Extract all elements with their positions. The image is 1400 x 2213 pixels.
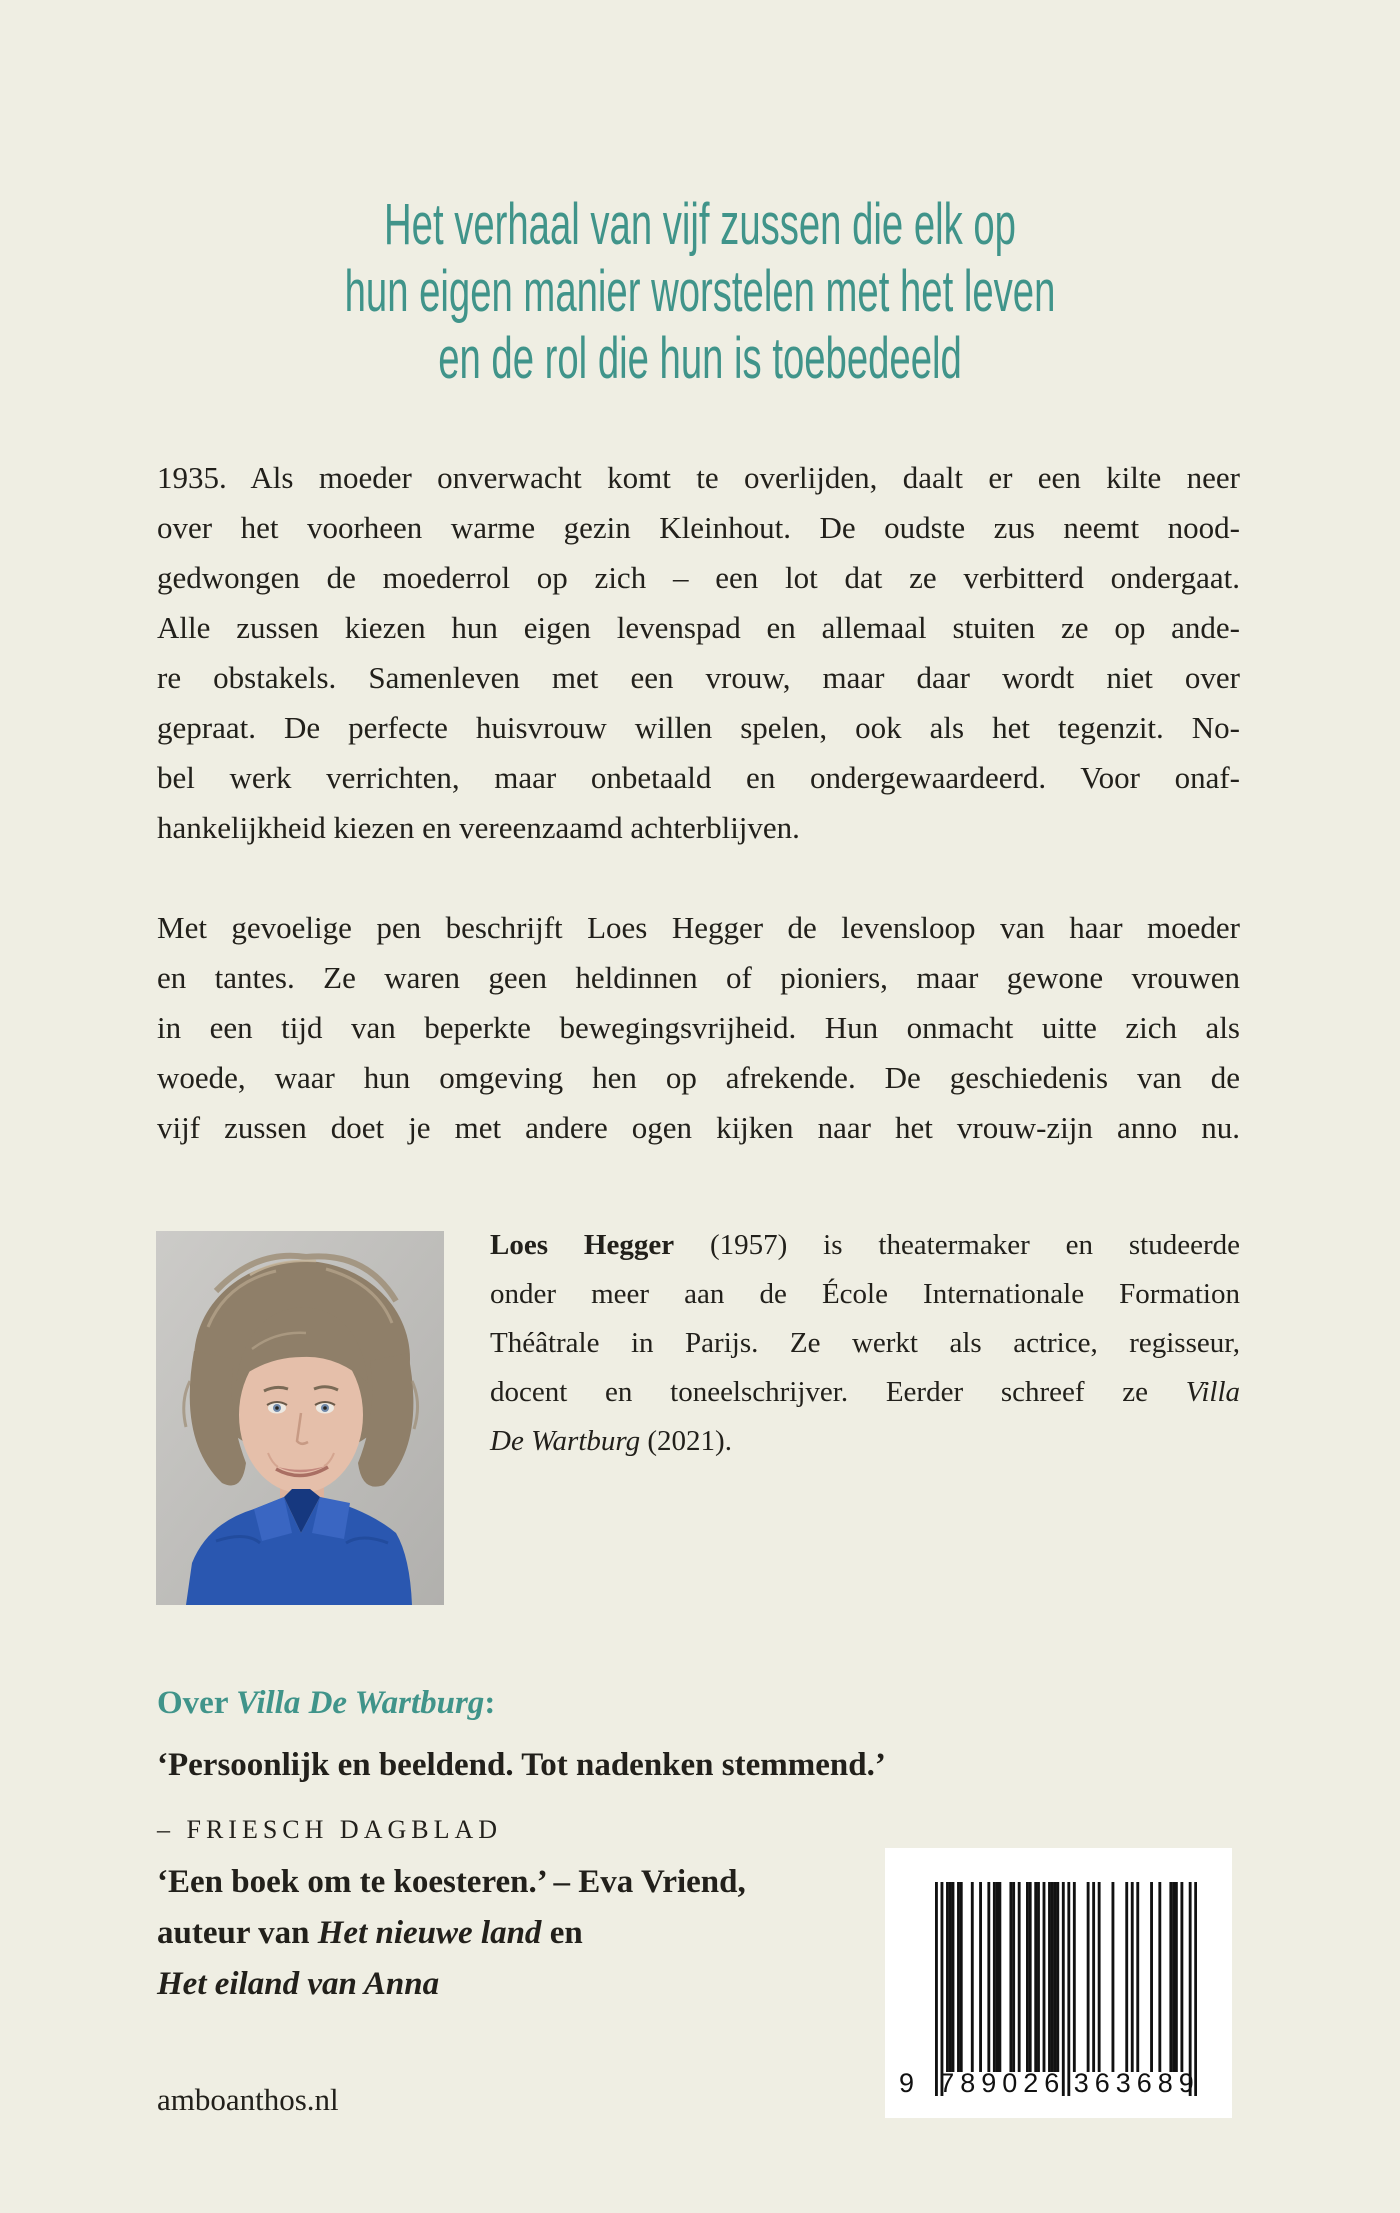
synopsis-paragraph-1 <box>157 453 1240 853</box>
tagline-line-3: en de rol die hun is toebedeeld <box>438 326 962 391</box>
author-name: Loes Hegger <box>490 1229 675 1261</box>
synopsis-paragraph-2 <box>157 903 1240 1153</box>
synopsis-line: over het voorheen warme gezin Kleinhout. De oudste zus neemt nood- <box>157 510 1240 545</box>
synopsis-line: hankelijkheid kiezen en vereenzaamd achterblijven. <box>157 810 800 845</box>
tagline-line-1: Het verhaal van vijf zussen die elk op <box>384 192 1016 257</box>
barcode-digit-group: 789026 <box>939 2068 1066 2098</box>
publisher-website: amboanthos.nl <box>157 2082 339 2117</box>
synopsis-line: re obstakels. Samenleven met een vrouw, maar daar wordt niet over <box>157 660 1240 695</box>
synopsis-line: gedwongen de moederrol op zich – een lot dat ze verbitterd ondergaat. <box>157 560 1240 595</box>
synopsis-line: Alle zussen kiezen hun eigen levenspad en allemaal stuiten ze op ande- <box>157 610 1240 645</box>
book-title-het-nieuwe-land: Het nieuwe land <box>317 1915 542 1951</box>
review-source: – FRIESCH DAGBLAD <box>157 1815 503 1844</box>
book-title-villa-de-wartburg: Villa <box>1185 1376 1240 1408</box>
review-quote: ‘Persoonlijk en beeldend. Tot nadenken stemmend.’ <box>157 1747 886 1783</box>
author-bio <box>490 1221 1240 1466</box>
bio-line: onder meer aan de École Internationale Formation <box>490 1278 1240 1310</box>
barcode-digit-group: 363689 <box>1073 2068 1200 2098</box>
synopsis-line: gepraat. De perfecte huisvrouw willen spelen, ook als het tegenzit. No- <box>157 710 1240 745</box>
author-photo <box>156 1231 444 1605</box>
book-title-het-eiland-van-anna: Het eiland van Anna <box>157 1966 440 2002</box>
bio-line: De Wartburg (2021). <box>490 1425 732 1457</box>
barcode-digits <box>899 2068 1204 2099</box>
synopsis-line: in een tijd van beperkte bewegingsvrijheid. Hun onmacht uitte zich als <box>157 1010 1240 1045</box>
synopsis-line: en tantes. Ze waren geen heldinnen of pioniers, maar gewone vrouwen <box>157 960 1240 995</box>
book-title-reference: Villa De Wartburg <box>236 1685 485 1721</box>
synopsis-line: woede, waar hun omgeving hen op afrekende. De geschiedenis van de <box>157 1060 1240 1095</box>
review-section-label: Over Villa De Wartburg: <box>157 1685 496 1721</box>
synopsis-line: Met gevoelige pen beschrijft Loes Hegger de levensloop van haar moeder <box>157 910 1240 945</box>
bio-line: Théâtrale in Parijs. Ze werkt als actrice, regisseur, <box>490 1327 1240 1359</box>
synopsis-line: bel werk verrichten, maar onbetaald en ondergewaardeerd. Voor onaf- <box>157 760 1240 795</box>
bio-line: docent en toneelschrijver. Eerder schreef ze Villa <box>490 1376 1240 1408</box>
barcode-bars <box>935 1882 1197 2096</box>
bio-line: Loes Hegger (1957) is theatermaker en studeerde <box>490 1229 1240 1261</box>
barcode-digit-group: 9 <box>899 2068 915 2098</box>
synopsis-line: vijf zussen doet je met andere ogen kijken naar het vrouw-zijn anno nu. <box>157 1110 1240 1145</box>
tagline <box>238 191 1162 392</box>
endorsement-quote <box>157 1857 877 2010</box>
endorsement-line: auteur van Het nieuwe land en <box>157 1915 583 1951</box>
tagline-line-2: hun eigen manier worstelen met het leven <box>344 259 1056 324</box>
synopsis-line: 1935. Als moeder onverwacht komt te overlijden, daalt er een kilte neer <box>157 460 1240 495</box>
isbn-barcode <box>885 1848 1232 2118</box>
endorsement-line: ‘Een boek om te koesteren.’ – Eva Vriend, <box>157 1864 746 1900</box>
